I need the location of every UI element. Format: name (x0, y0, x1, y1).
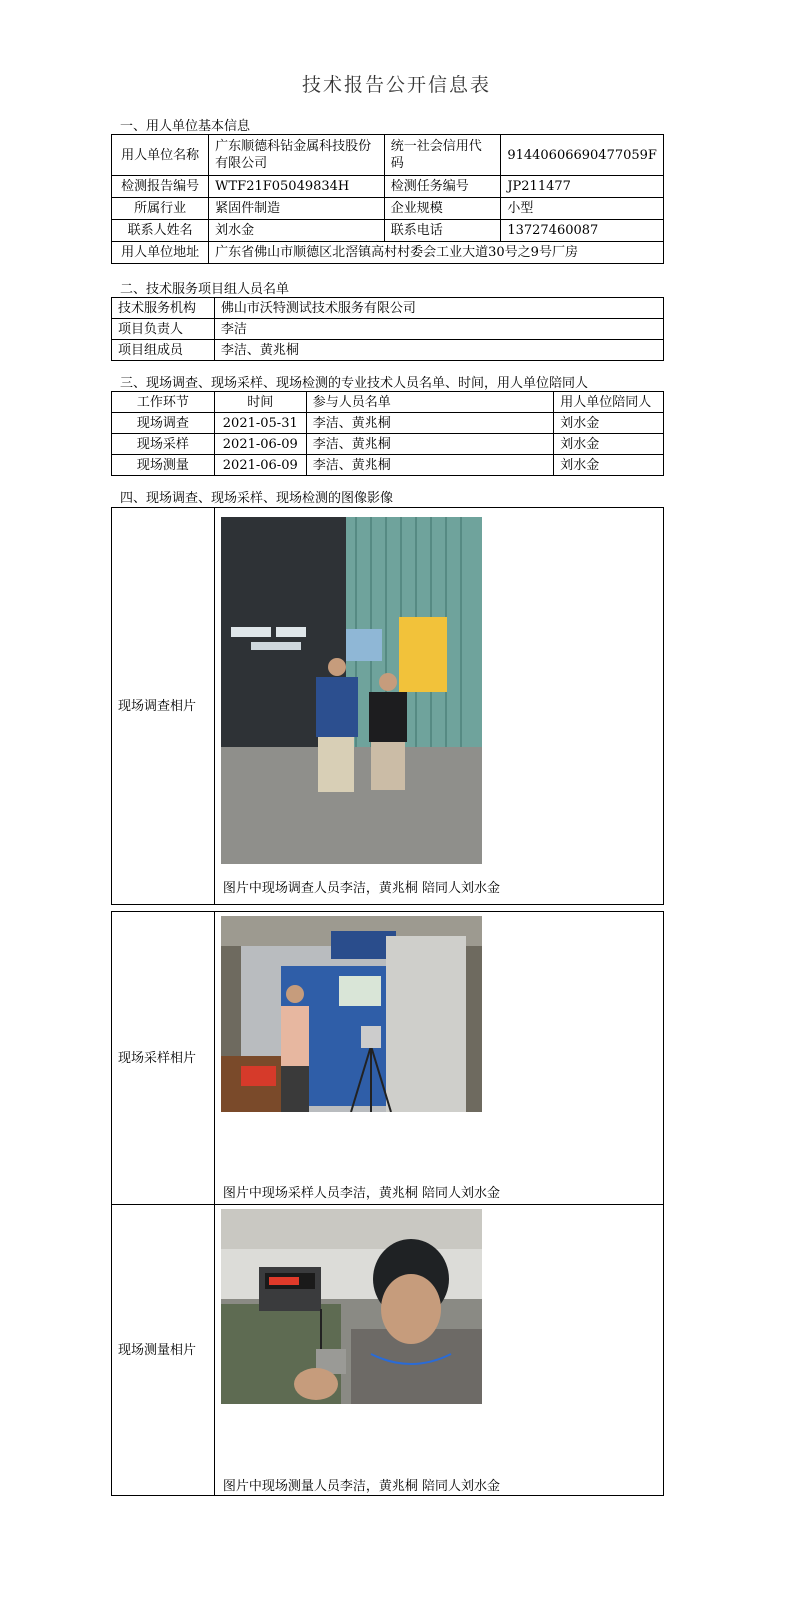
table-cell: 2021-06-09 (214, 434, 306, 455)
survey-photo (221, 517, 482, 864)
table-cell: 李洁、黄兆桐 (214, 340, 663, 361)
table-cell: 刘水金 (554, 455, 664, 476)
photo-caption: 图片中现场调查人员李洁，黄兆桐 陪同人刘水金 (222, 881, 500, 896)
table-cell: 联系人姓名 (112, 220, 209, 242)
table-cell: 广东省佛山市顺德区北滘镇高村村委会工业大道30号之9号厂房 (209, 242, 664, 264)
table-header: 时间 (214, 392, 306, 413)
photo-table-survey (111, 507, 664, 905)
table-cell: 刘水金 (554, 434, 664, 455)
photo-cell (214, 1205, 663, 1496)
photo-label: 现场采样相片 (112, 912, 215, 1205)
table-cell: WTF21F05049834H (209, 176, 385, 198)
table-cell: 企业规模 (384, 198, 501, 220)
page-title: 技术报告公开信息表 (301, 74, 491, 96)
schedule-table (111, 391, 664, 476)
photo-label: 现场测量相片 (112, 1205, 215, 1496)
team-table (111, 297, 664, 361)
table-cell: 项目组成员 (112, 340, 215, 361)
table-cell: 联系电话 (384, 220, 501, 242)
section2-heading: 二、技术服务项目组人员名单 (120, 282, 290, 297)
measuring-photo (221, 1209, 482, 1404)
photo-caption: 图片中现场测量人员李洁，黄兆桐 陪同人刘水金 (222, 1479, 500, 1494)
sampling-photo (221, 916, 482, 1112)
table-cell: 李洁、黄兆桐 (306, 434, 553, 455)
table-cell: 佛山市沃特测试技术服务有限公司 (214, 298, 663, 319)
photo-table-sampling-measuring (111, 911, 664, 1496)
table-cell: 13727460087 (501, 220, 664, 242)
table-cell: 李洁、黄兆桐 (306, 455, 553, 476)
table-header: 用人单位陪同人 (554, 392, 664, 413)
table-cell: 用人单位名称 (112, 135, 209, 176)
table-cell: 统一社会信用代码 (384, 135, 501, 176)
table-cell: 广东顺德科钻金属科技股份有限公司 (209, 135, 385, 176)
table-cell: 用人单位地址 (112, 242, 209, 264)
table-cell: 检测任务编号 (384, 176, 501, 198)
photo-caption: 图片中现场采样人员李洁，黄兆桐 陪同人刘水金 (222, 1186, 500, 1201)
table-cell: 现场采样 (112, 434, 215, 455)
table-cell: 现场测量 (112, 455, 215, 476)
photo-cell (214, 508, 663, 905)
table-cell: 2021-05-31 (214, 413, 306, 434)
table-cell: 检测报告编号 (112, 176, 209, 198)
table-cell: 刘水金 (209, 220, 385, 242)
table-cell: 李洁、黄兆桐 (306, 413, 553, 434)
table-cell: 2021-06-09 (214, 455, 306, 476)
table-header: 参与人员名单 (306, 392, 553, 413)
table-cell: JP211477 (501, 176, 664, 198)
table-cell: 李洁 (214, 319, 663, 340)
table-cell: 紧固件制造 (209, 198, 385, 220)
basic-info-table (111, 134, 664, 264)
table-cell: 现场调查 (112, 413, 215, 434)
table-cell: 小型 (501, 198, 664, 220)
photo-label: 现场调查相片 (112, 508, 215, 905)
section3-heading: 三、现场调查、现场采样、现场检测的专业技术人员名单、时间，用人单位陪同人 (120, 376, 589, 391)
table-header: 工作环节 (112, 392, 215, 413)
photo-cell (214, 912, 663, 1205)
table-cell: 91440606690477059F (501, 135, 664, 176)
table-cell: 项目负责人 (112, 319, 215, 340)
table-cell: 刘水金 (554, 413, 664, 434)
section1-heading: 一、用人单位基本信息 (120, 119, 251, 134)
table-cell: 技术服务机构 (112, 298, 215, 319)
section4-heading: 四、现场调查、现场采样、现场检测的图像影像 (120, 491, 394, 506)
table-cell: 所属行业 (112, 198, 209, 220)
